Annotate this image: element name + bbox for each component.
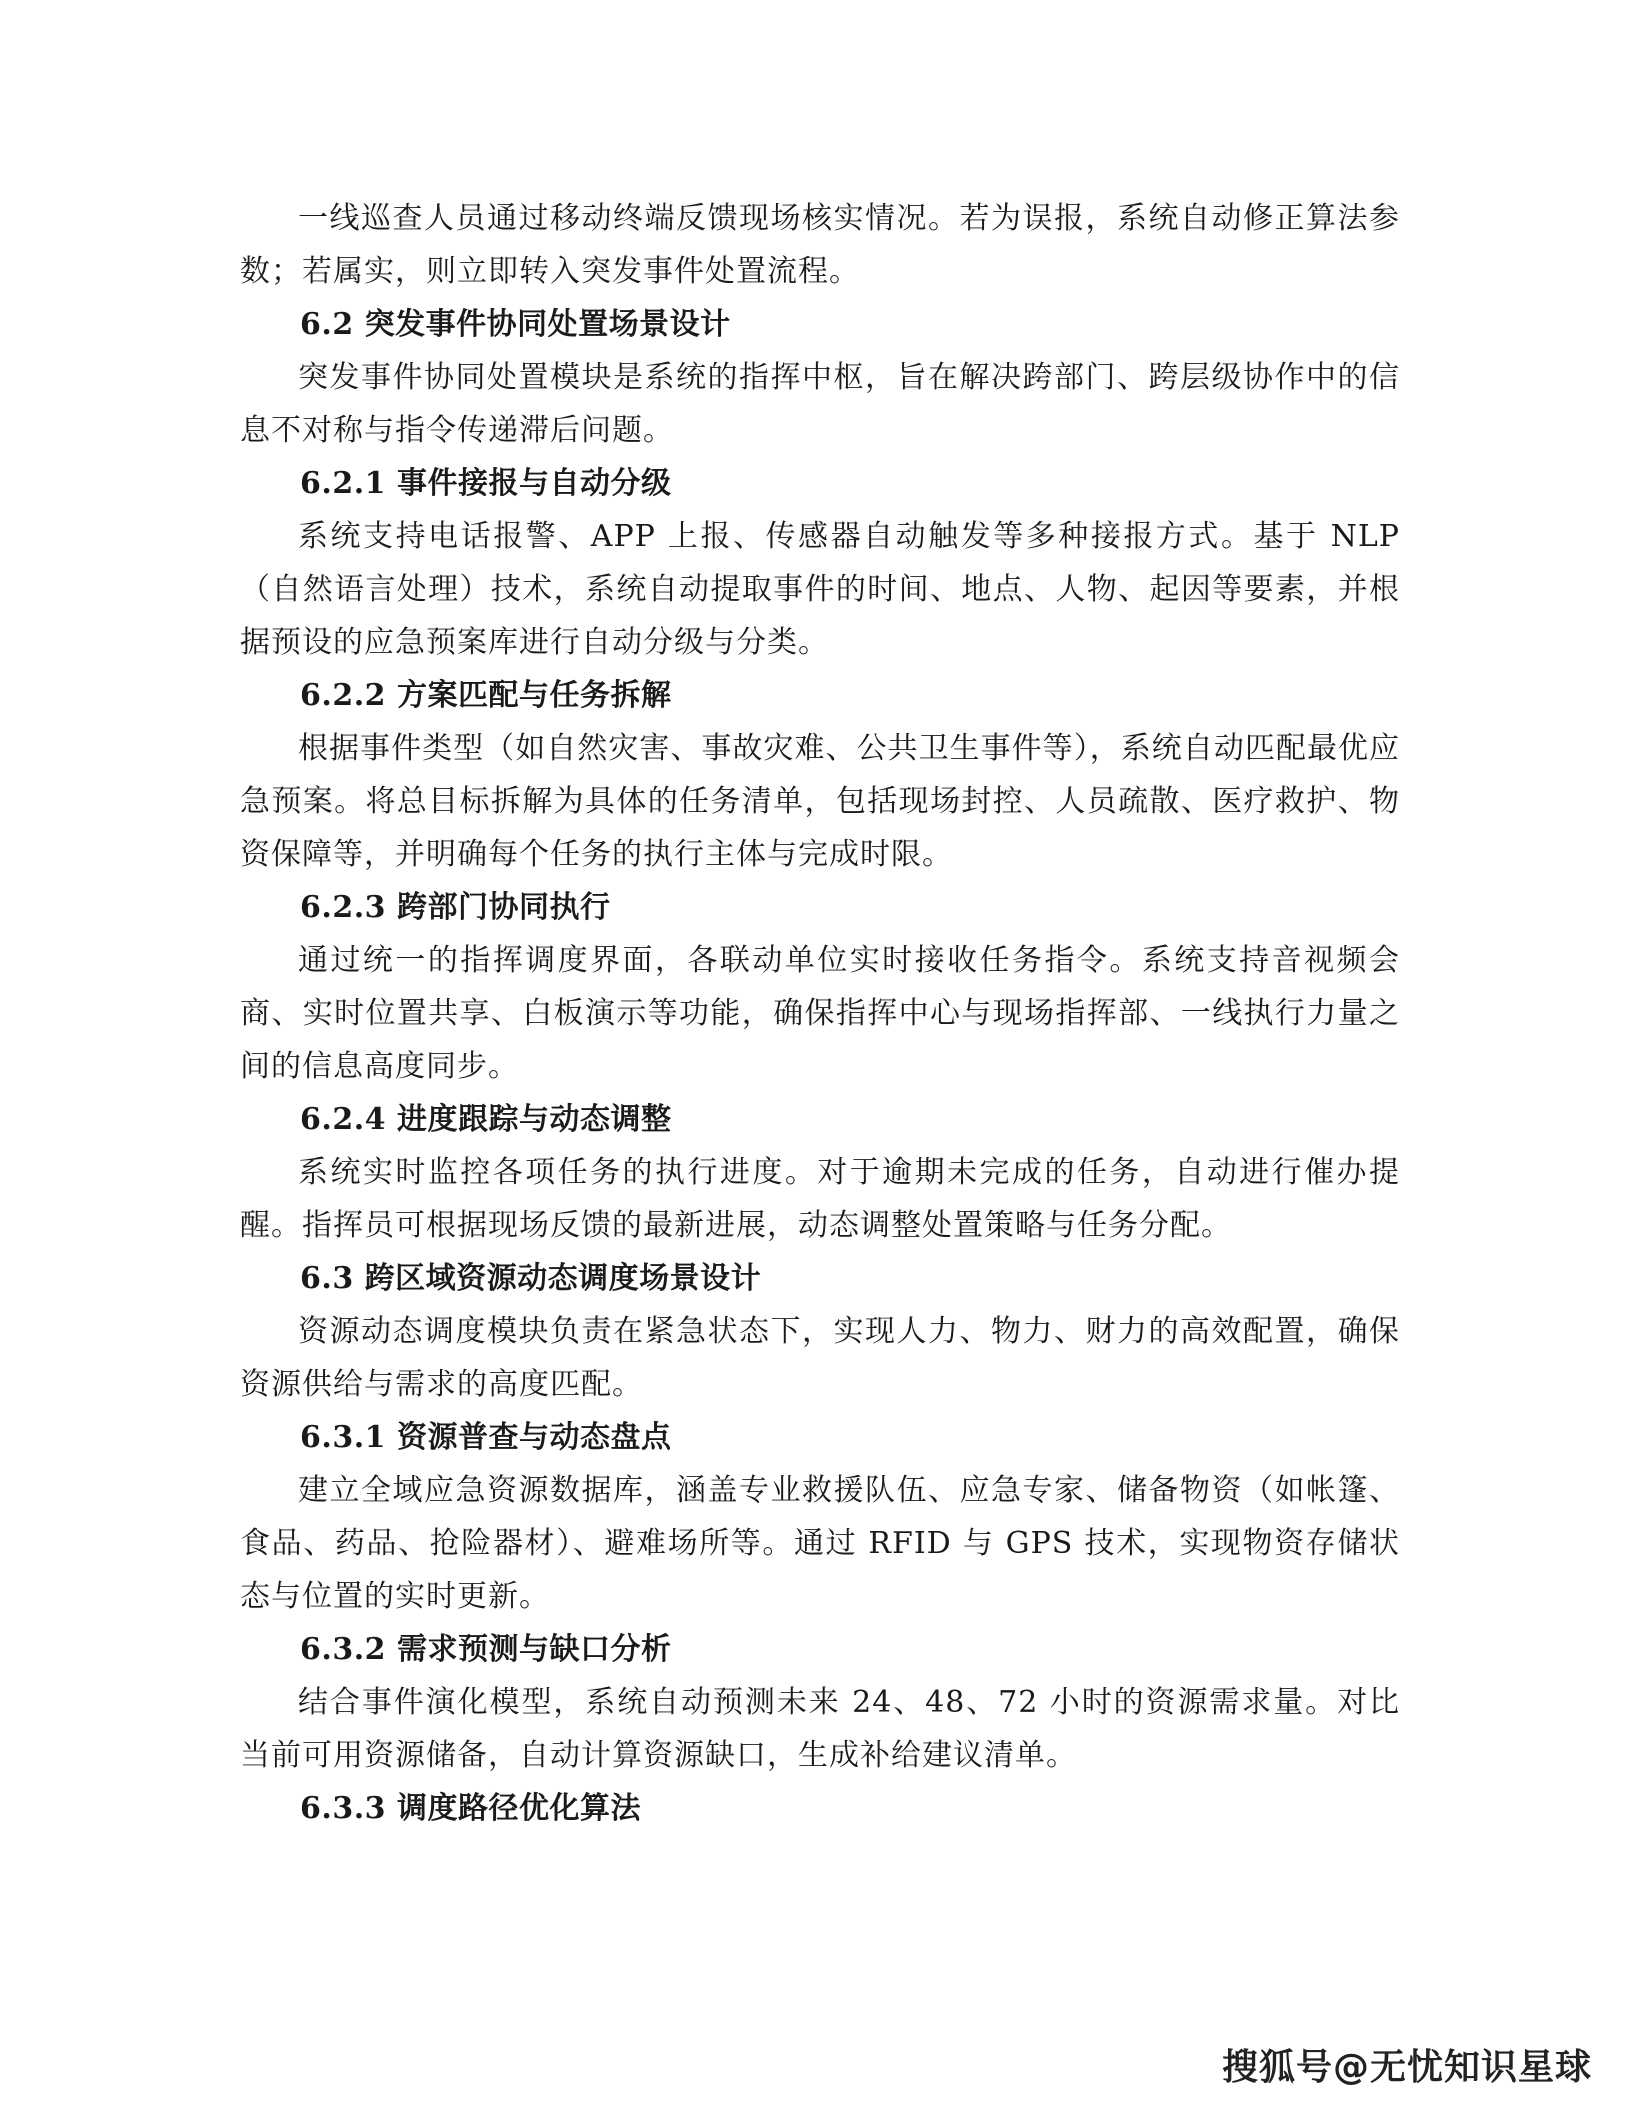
body-paragraph: 资源动态调度模块负责在紧急状态下，实现人力、物力、财力的高效配置，确保资源供给与需求的高度匹配。 [240,1314,1400,1402]
section-heading-6-2-2: 6.2.2 方案匹配与任务拆解 [300,678,672,713]
section-heading-6-3-3: 6.3.3 调度路径优化算法 [300,1791,641,1826]
section-heading-6-3: 6.3 跨区域资源动态调度场景设计 [300,1261,762,1296]
body-paragraph: 系统实时监控各项任务的执行进度。对于逾期未完成的任务，自动进行催办提醒。指挥员可根据现场反馈的最新进展，动态调整处置策略与任务分配。 [240,1155,1400,1243]
body-paragraph: 突发事件协同处置模块是系统的指挥中枢，旨在解决跨部门、跨层级协作中的信息不对称与指令传递滞后问题。 [240,360,1400,448]
section-heading-6-2-4: 6.2.4 进度跟踪与动态调整 [300,1102,672,1137]
section-heading-6-2-1: 6.2.1 事件接报与自动分级 [300,466,672,501]
body-paragraph: 结合事件演化模型，系统自动预测未来 24、48、72 小时的资源需求量。对比当前可用资源储备，自动计算资源缺口，生成补给建议清单。 [240,1685,1400,1773]
section-heading-6-2-3: 6.2.3 跨部门协同执行 [300,890,611,925]
section-heading-6-2: 6.2 突发事件协同处置场景设计 [300,307,731,342]
body-paragraph: 建立全域应急资源数据库，涵盖专业救援队伍、应急专家、储备物资（如帐篷、食品、药品、抢险器材）、避难场所等。通过 RFID 与 GPS 技术，实现物资存储状态与位置的实时更新。 [240,1473,1400,1614]
document-page [240,192,1400,1835]
watermark: 搜狐号@无忧知识星球 [1221,2047,1592,2088]
body-paragraph: 一线巡查人员通过移动终端反馈现场核实情况。若为误报，系统自动修正算法参数；若属实，则立即转入突发事件处置流程。 [240,201,1400,289]
section-heading-6-3-1: 6.3.1 资源普查与动态盘点 [300,1420,672,1455]
section-heading-6-3-2: 6.3.2 需求预测与缺口分析 [300,1632,672,1667]
body-paragraph: 系统支持电话报警、APP 上报、传感器自动触发等多种接报方式。基于 NLP（自然语言处理）技术，系统自动提取事件的时间、地点、人物、起因等要素，并根据预设的应急预案库进行自动分级与分类。 [240,519,1400,660]
body-paragraph: 通过统一的指挥调度界面，各联动单位实时接收任务指令。系统支持音视频会商、实时位置共享、白板演示等功能，确保指挥中心与现场指挥部、一线执行力量之间的信息高度同步。 [240,943,1400,1084]
body-paragraph: 根据事件类型（如自然灾害、事故灾难、公共卫生事件等），系统自动匹配最优应急预案。将总目标拆解为具体的任务清单，包括现场封控、人员疏散、医疗救护、物资保障等，并明确每个任务的执行主体与完成时限。 [240,731,1400,872]
